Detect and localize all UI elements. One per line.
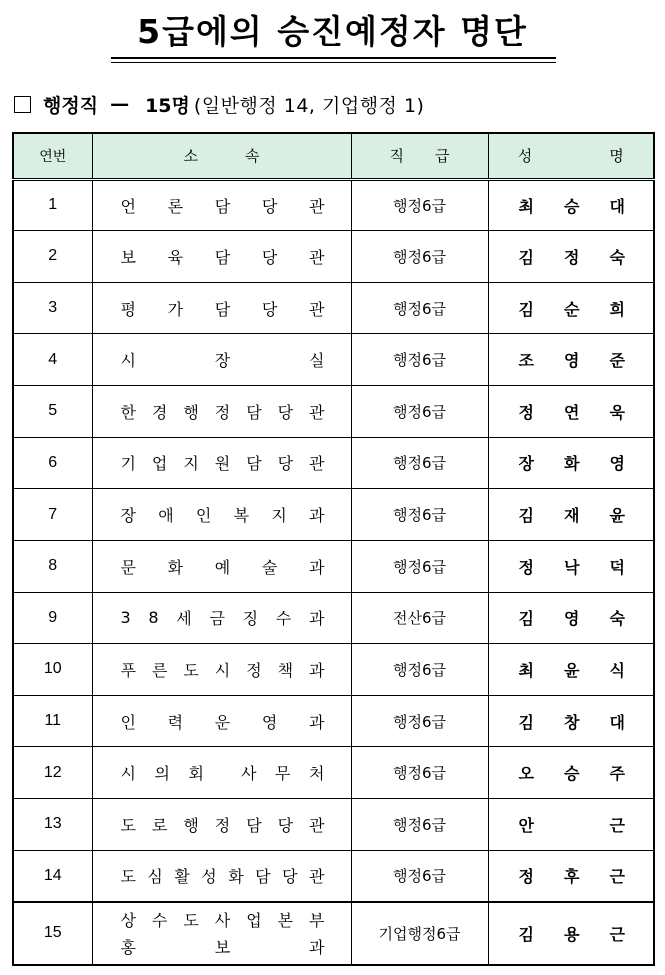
person-name-char: 조 [518, 351, 534, 371]
grade: 행정6급 [351, 437, 488, 489]
header-name-char: 명 [609, 147, 624, 166]
person-name [488, 799, 654, 851]
department-char: 본 [277, 911, 294, 931]
person-name-char: 대 [609, 712, 625, 732]
department [92, 386, 351, 438]
department-char: 과 [309, 660, 325, 680]
department-char: 로 [151, 815, 168, 835]
person-name-char: 승 [564, 764, 580, 784]
page-title-text: 5급에의 승진예정자 명단 [137, 12, 528, 51]
department-char: 담 [255, 867, 271, 887]
row-number: 10 [13, 644, 92, 696]
person-name-char: 준 [609, 351, 625, 371]
department-char: 과 [309, 557, 325, 577]
page-title [0, 10, 665, 54]
row-number: 1 [13, 179, 92, 231]
department [92, 437, 351, 489]
department-char: 담 [214, 299, 231, 319]
department-char: 책 [277, 660, 294, 680]
department-char: 세 [176, 609, 192, 629]
department-char: 평 [120, 299, 136, 319]
department-char: 활 [174, 867, 190, 887]
header-no: 연번 [13, 133, 92, 179]
department [92, 592, 351, 644]
person-name [488, 747, 654, 799]
person-name-char: 화 [564, 454, 580, 474]
person-name [488, 540, 654, 592]
person-name-char: 영 [609, 454, 625, 474]
grade: 행정6급 [351, 747, 488, 799]
department-char: 인 [195, 506, 212, 526]
department [92, 179, 351, 231]
department-char: 8 [148, 608, 159, 628]
person-name-char: 창 [564, 712, 580, 732]
header-name [488, 133, 654, 179]
department-char: 부 [309, 911, 325, 931]
table-row [13, 747, 654, 799]
grade: 행정6급 [351, 695, 488, 747]
department-char: 당 [277, 454, 294, 474]
table-row [13, 231, 654, 283]
header-dept [92, 133, 351, 179]
department-char: 업 [246, 911, 262, 931]
row-number: 5 [13, 386, 92, 438]
department-char: 3 [120, 608, 131, 628]
person-name [488, 850, 654, 902]
person-name-char: 정 [518, 557, 534, 577]
department-char: 수 [275, 609, 292, 629]
person-name-char: 식 [609, 660, 625, 680]
person-name [488, 282, 654, 334]
grade: 행정6급 [351, 282, 488, 334]
person-name-char: 연 [564, 402, 580, 422]
person-name-char: 영 [564, 609, 580, 629]
department-char: 장 [120, 506, 136, 526]
department-char: 당 [282, 867, 298, 887]
section-dash: — [110, 93, 130, 115]
section-detail: (일반행정 14, 기업행정 1) [193, 94, 425, 117]
department-char: 시 [214, 660, 231, 680]
row-number: 15 [13, 902, 92, 965]
header-name-char: 성 [517, 147, 533, 166]
person-name-char: 김 [518, 712, 534, 732]
person-name-char: 낙 [564, 557, 580, 577]
person-name-char: 욱 [609, 402, 625, 422]
department-char: 업 [151, 454, 168, 474]
grade: 행정6급 [351, 489, 488, 541]
header-grade-char: 급 [435, 147, 450, 166]
department [92, 282, 351, 334]
department-char: 정 [246, 660, 262, 680]
table-row [13, 386, 654, 438]
department-char: 경 [151, 402, 168, 422]
title-underline [111, 57, 556, 59]
department-char: 당 [277, 815, 294, 835]
department-char: 인 [120, 712, 136, 732]
department-char: 관 [309, 196, 325, 216]
department-char: 예 [214, 557, 231, 577]
department-char: 회 [188, 764, 204, 784]
row-number: 2 [13, 231, 92, 283]
row-number: 7 [13, 489, 92, 541]
table-row [13, 644, 654, 696]
department [92, 540, 351, 592]
table-row [13, 850, 654, 902]
department-char: 담 [246, 402, 262, 422]
person-name [488, 231, 654, 283]
department-char: 금 [209, 609, 225, 629]
person-name-char: 근 [609, 924, 625, 944]
department-char: 보 [120, 247, 136, 267]
checkbox-icon [14, 96, 31, 113]
person-name-char: 주 [609, 764, 625, 784]
row-number: 11 [13, 695, 92, 747]
department-char: 도 [183, 911, 199, 931]
promotion-table [12, 132, 655, 966]
department [92, 747, 351, 799]
header-grade [351, 133, 488, 179]
department-char: 정 [214, 815, 231, 835]
department-char: 상 [120, 911, 136, 931]
department-char: 관 [309, 299, 325, 319]
row-number: 6 [13, 437, 92, 489]
department-char: 도 [120, 815, 136, 835]
section-heading [14, 88, 424, 120]
department-char: 영 [261, 712, 278, 732]
department-char: 과 [308, 609, 325, 629]
department-char: 관 [308, 867, 325, 887]
grade: 행정6급 [351, 179, 488, 231]
person-name-char: 윤 [609, 506, 625, 526]
header-dept-char: 소 [183, 147, 198, 166]
department-char: 른 [151, 660, 168, 680]
department-char: 가 [167, 299, 184, 319]
table-row [13, 799, 654, 851]
department-char: 무 [275, 764, 291, 784]
row-number: 8 [13, 540, 92, 592]
department-char: 시 [120, 351, 136, 371]
person-name-char: 재 [564, 506, 580, 526]
department-char: 관 [309, 454, 325, 474]
department-char: 수 [151, 911, 168, 931]
department-char: 도 [120, 867, 136, 887]
person-name-char: 김 [518, 247, 534, 267]
department-char: 정 [214, 402, 231, 422]
department-char: 징 [242, 609, 259, 629]
person-name [488, 489, 654, 541]
person-name [488, 334, 654, 386]
person-name [488, 695, 654, 747]
table-row [13, 437, 654, 489]
person-name-char: 순 [564, 299, 580, 319]
grade: 행정6급 [351, 644, 488, 696]
person-name-char: 김 [518, 506, 534, 526]
person-name [488, 644, 654, 696]
department-char: 화 [228, 867, 244, 887]
department-char: 과 [309, 506, 325, 526]
person-name-char: 근 [609, 867, 625, 887]
department-char: 보 [214, 938, 231, 958]
row-number: 4 [13, 334, 92, 386]
person-name-char: 정 [518, 867, 534, 887]
person-name-char: 영 [564, 351, 580, 371]
department-char: 당 [261, 247, 278, 267]
header-grade-char: 직 [389, 147, 404, 166]
department-char: 홍 [120, 938, 136, 958]
department-char: 행 [183, 402, 199, 422]
person-name-char: 최 [518, 660, 534, 680]
department-char: 심 [147, 867, 163, 887]
department-char: 담 [214, 196, 231, 216]
department-char: 담 [246, 454, 262, 474]
department-char: 언 [120, 196, 136, 216]
grade: 행정6급 [351, 850, 488, 902]
department-char: 장 [214, 351, 231, 371]
grade: 행정6급 [351, 799, 488, 851]
grade: 행정6급 [351, 540, 488, 592]
department-char: 푸 [120, 660, 136, 680]
person-name-char: 희 [609, 299, 625, 319]
person-name-char: 윤 [564, 660, 580, 680]
department-char: 행 [183, 815, 199, 835]
person-name-char: 김 [518, 924, 534, 944]
section-label: 행정직 [43, 94, 99, 117]
department [92, 644, 351, 696]
department-char: 담 [214, 247, 231, 267]
department-char: 복 [233, 506, 250, 526]
department [92, 850, 351, 902]
table-row [13, 489, 654, 541]
person-name-char: 안 [518, 815, 534, 835]
department-char: 관 [309, 247, 325, 267]
row-number: 13 [13, 799, 92, 851]
person-name-char: 오 [518, 764, 534, 784]
person-name [488, 902, 654, 965]
department-char: 당 [261, 299, 278, 319]
table-row [13, 902, 654, 965]
table-row [13, 179, 654, 231]
department-char: 시 [120, 764, 136, 784]
person-name-char: 최 [518, 196, 534, 216]
person-name-char: 장 [518, 454, 534, 474]
department-char: 도 [183, 660, 199, 680]
department-char: 관 [309, 402, 325, 422]
department-char: 화 [167, 557, 184, 577]
grade: 전산6급 [351, 592, 488, 644]
department-char: 과 [309, 712, 325, 732]
row-number: 9 [13, 592, 92, 644]
department [92, 231, 351, 283]
department-char: 력 [167, 712, 184, 732]
person-name-char: 숙 [609, 609, 625, 629]
person-name-char: 정 [564, 247, 580, 267]
department-char: 술 [261, 557, 278, 577]
department-char: 지 [183, 454, 199, 474]
department-char: 당 [277, 402, 294, 422]
department-char: 담 [246, 815, 262, 835]
grade: 행정6급 [351, 334, 488, 386]
department-char: 육 [167, 247, 184, 267]
department-char: 지 [271, 506, 287, 526]
department-char: 관 [309, 815, 325, 835]
person-name-char: 대 [609, 196, 625, 216]
header-dept-char: 속 [245, 147, 260, 166]
person-name-char: 정 [518, 402, 534, 422]
table-row [13, 592, 654, 644]
grade: 행정6급 [351, 386, 488, 438]
department-char: 당 [261, 196, 278, 216]
department-char: 성 [201, 867, 217, 887]
person-name-char: 용 [564, 924, 580, 944]
department-char: 문 [120, 557, 136, 577]
department [92, 695, 351, 747]
person-name [488, 437, 654, 489]
department-char: 운 [214, 712, 231, 732]
person-name [488, 386, 654, 438]
department-char: 과 [309, 938, 325, 958]
row-number: 14 [13, 850, 92, 902]
department-char: 원 [214, 454, 231, 474]
department-char: 애 [158, 506, 174, 526]
table-row [13, 695, 654, 747]
department-char: 사 [214, 911, 231, 931]
person-name-char: 덕 [609, 557, 625, 577]
department [92, 489, 351, 541]
row-number: 3 [13, 282, 92, 334]
person-name-char: 후 [564, 867, 580, 887]
department-char: 한 [120, 402, 136, 422]
person-name [488, 592, 654, 644]
person-name-char: 숙 [609, 247, 625, 267]
person-name-char: 승 [564, 196, 580, 216]
person-name-char: 김 [518, 299, 534, 319]
department [92, 799, 351, 851]
department [92, 902, 351, 965]
table-row [13, 282, 654, 334]
department-char: 처 [309, 764, 325, 784]
title-underline-thin [111, 62, 556, 63]
grade: 행정6급 [351, 231, 488, 283]
department-char: 론 [167, 196, 184, 216]
table-row [13, 540, 654, 592]
person-name-char: 김 [518, 609, 534, 629]
table-header-row [13, 133, 654, 179]
section-count: 15명 [145, 94, 190, 117]
department-char: 실 [309, 351, 325, 371]
grade: 기업행정6급 [351, 902, 488, 965]
department [92, 334, 351, 386]
department-char: 기 [120, 454, 136, 474]
department-char: 의 [154, 764, 170, 784]
department-char: 사 [241, 764, 257, 784]
row-number: 12 [13, 747, 92, 799]
table-row [13, 334, 654, 386]
person-name-char: 근 [609, 815, 625, 835]
person-name [488, 179, 654, 231]
